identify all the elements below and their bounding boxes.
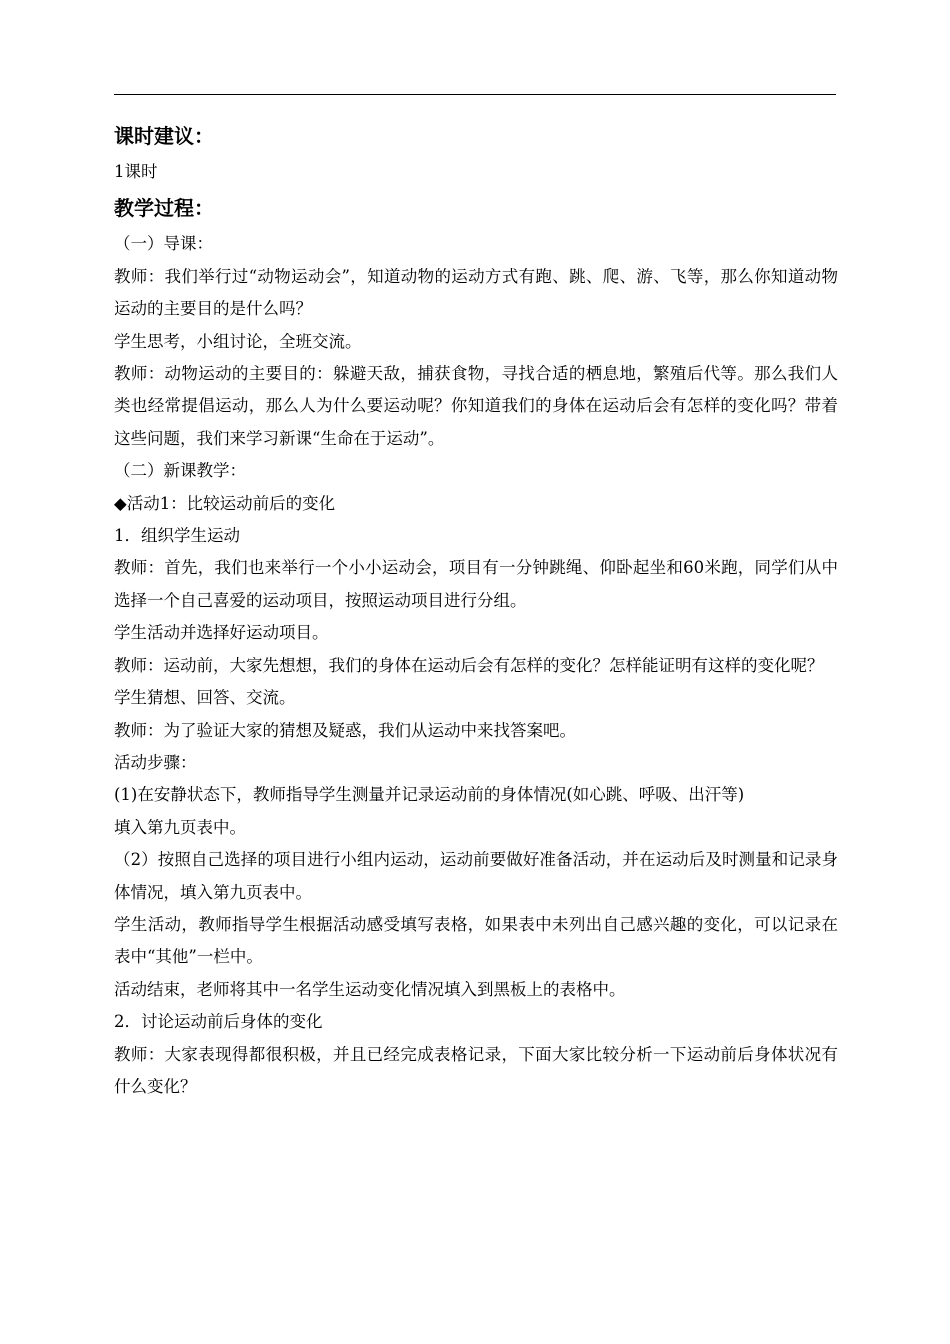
paragraph-teacher-compare: 教师：大家表现得都很积极，并且已经完成表格记录，下面大家比较分析一下运动前后身体状况有什么变化？ xyxy=(114,1044,838,1096)
activity-1-title: ◆活动1：比较运动前后的变化 xyxy=(114,493,336,513)
paragraph-student-guess: 学生猜想、回答、交流。 xyxy=(114,688,296,708)
activity-step-1: (1)在安静状态下，教师指导学生测量并记录运动前的身体情况(如心跳、呼吸、出汗等) xyxy=(114,785,745,805)
paragraph-student-fill-table: 学生活动，教师指导学生根据活动感受填写表格，如果表中未列出自己感兴趣的变化，可以记录在表中“其他”一栏中。 xyxy=(114,914,838,967)
activity-step-2: （2）按照自己选择的项目进行小组内运动，运动前要做好准备活动，并在运动后及时测量和记录身体情况，填入第九页表中。 xyxy=(114,850,838,902)
paragraph-new-lesson-label: （二）新课教学： xyxy=(114,461,246,481)
step-1-title: 1．组织学生运动 xyxy=(114,526,240,546)
lesson-hours-text: 1课时 xyxy=(114,162,158,181)
paragraph-intro-label: （一）导课： xyxy=(114,234,213,254)
teaching-process-heading: 教学过程： xyxy=(114,196,214,221)
paragraph-student-discussion: 学生思考，小组讨论，全班交流。 xyxy=(114,331,362,351)
paragraph-teacher-before-exercise: 教师：运动前，大家先想想，我们的身体在运动后会有怎样的变化？怎样能证明有这样的变化呢？ xyxy=(114,655,824,675)
activity-steps-label: 活动步骤： xyxy=(114,752,197,772)
paragraph-activity-end: 活动结束，老师将其中一名学生运动变化情况填入到黑板上的表格中。 xyxy=(114,979,626,999)
paragraph-teacher-purpose: 教师：动物运动的主要目的：躲避天敌，捕获食物，寻找合适的栖息地，繁殖后代等。那么我们人类也经常提倡运动，那么人为什么要运动呢？你知道我们的身体在运动后会有怎样的变化吗？带着这些问题，我们来学习新课“生命在于运动”。 xyxy=(114,364,838,448)
activity-step-1-cont: 填入第九页表中。 xyxy=(114,817,246,837)
paragraph-teacher-question: 教师：我们举行过“动物运动会”，知道动物的运动方式有跑、跳、爬、游、飞等，那么你知道动物运动的主要目的是什么吗？ xyxy=(114,266,838,319)
paragraph-teacher-verify: 教师：为了验证大家的猜想及疑惑，我们从运动中来找答案吧。 xyxy=(114,720,576,740)
step-2-title: 2．讨论运动前后身体的变化 xyxy=(114,1012,323,1032)
paragraph-student-choose: 学生活动并选择好运动项目。 xyxy=(114,623,329,643)
header-rule xyxy=(114,94,836,95)
paragraph-sports-meet: 教师：首先，我们也来举行一个小小运动会，项目有一分钟跳绳、仰卧起坐和60米跑，同学们从中选择一个自己喜爱的运动项目，按照运动项目进行分组。 xyxy=(114,558,838,610)
document-body xyxy=(114,116,838,1103)
lesson-hours-heading: 课时建议： xyxy=(114,124,214,148)
